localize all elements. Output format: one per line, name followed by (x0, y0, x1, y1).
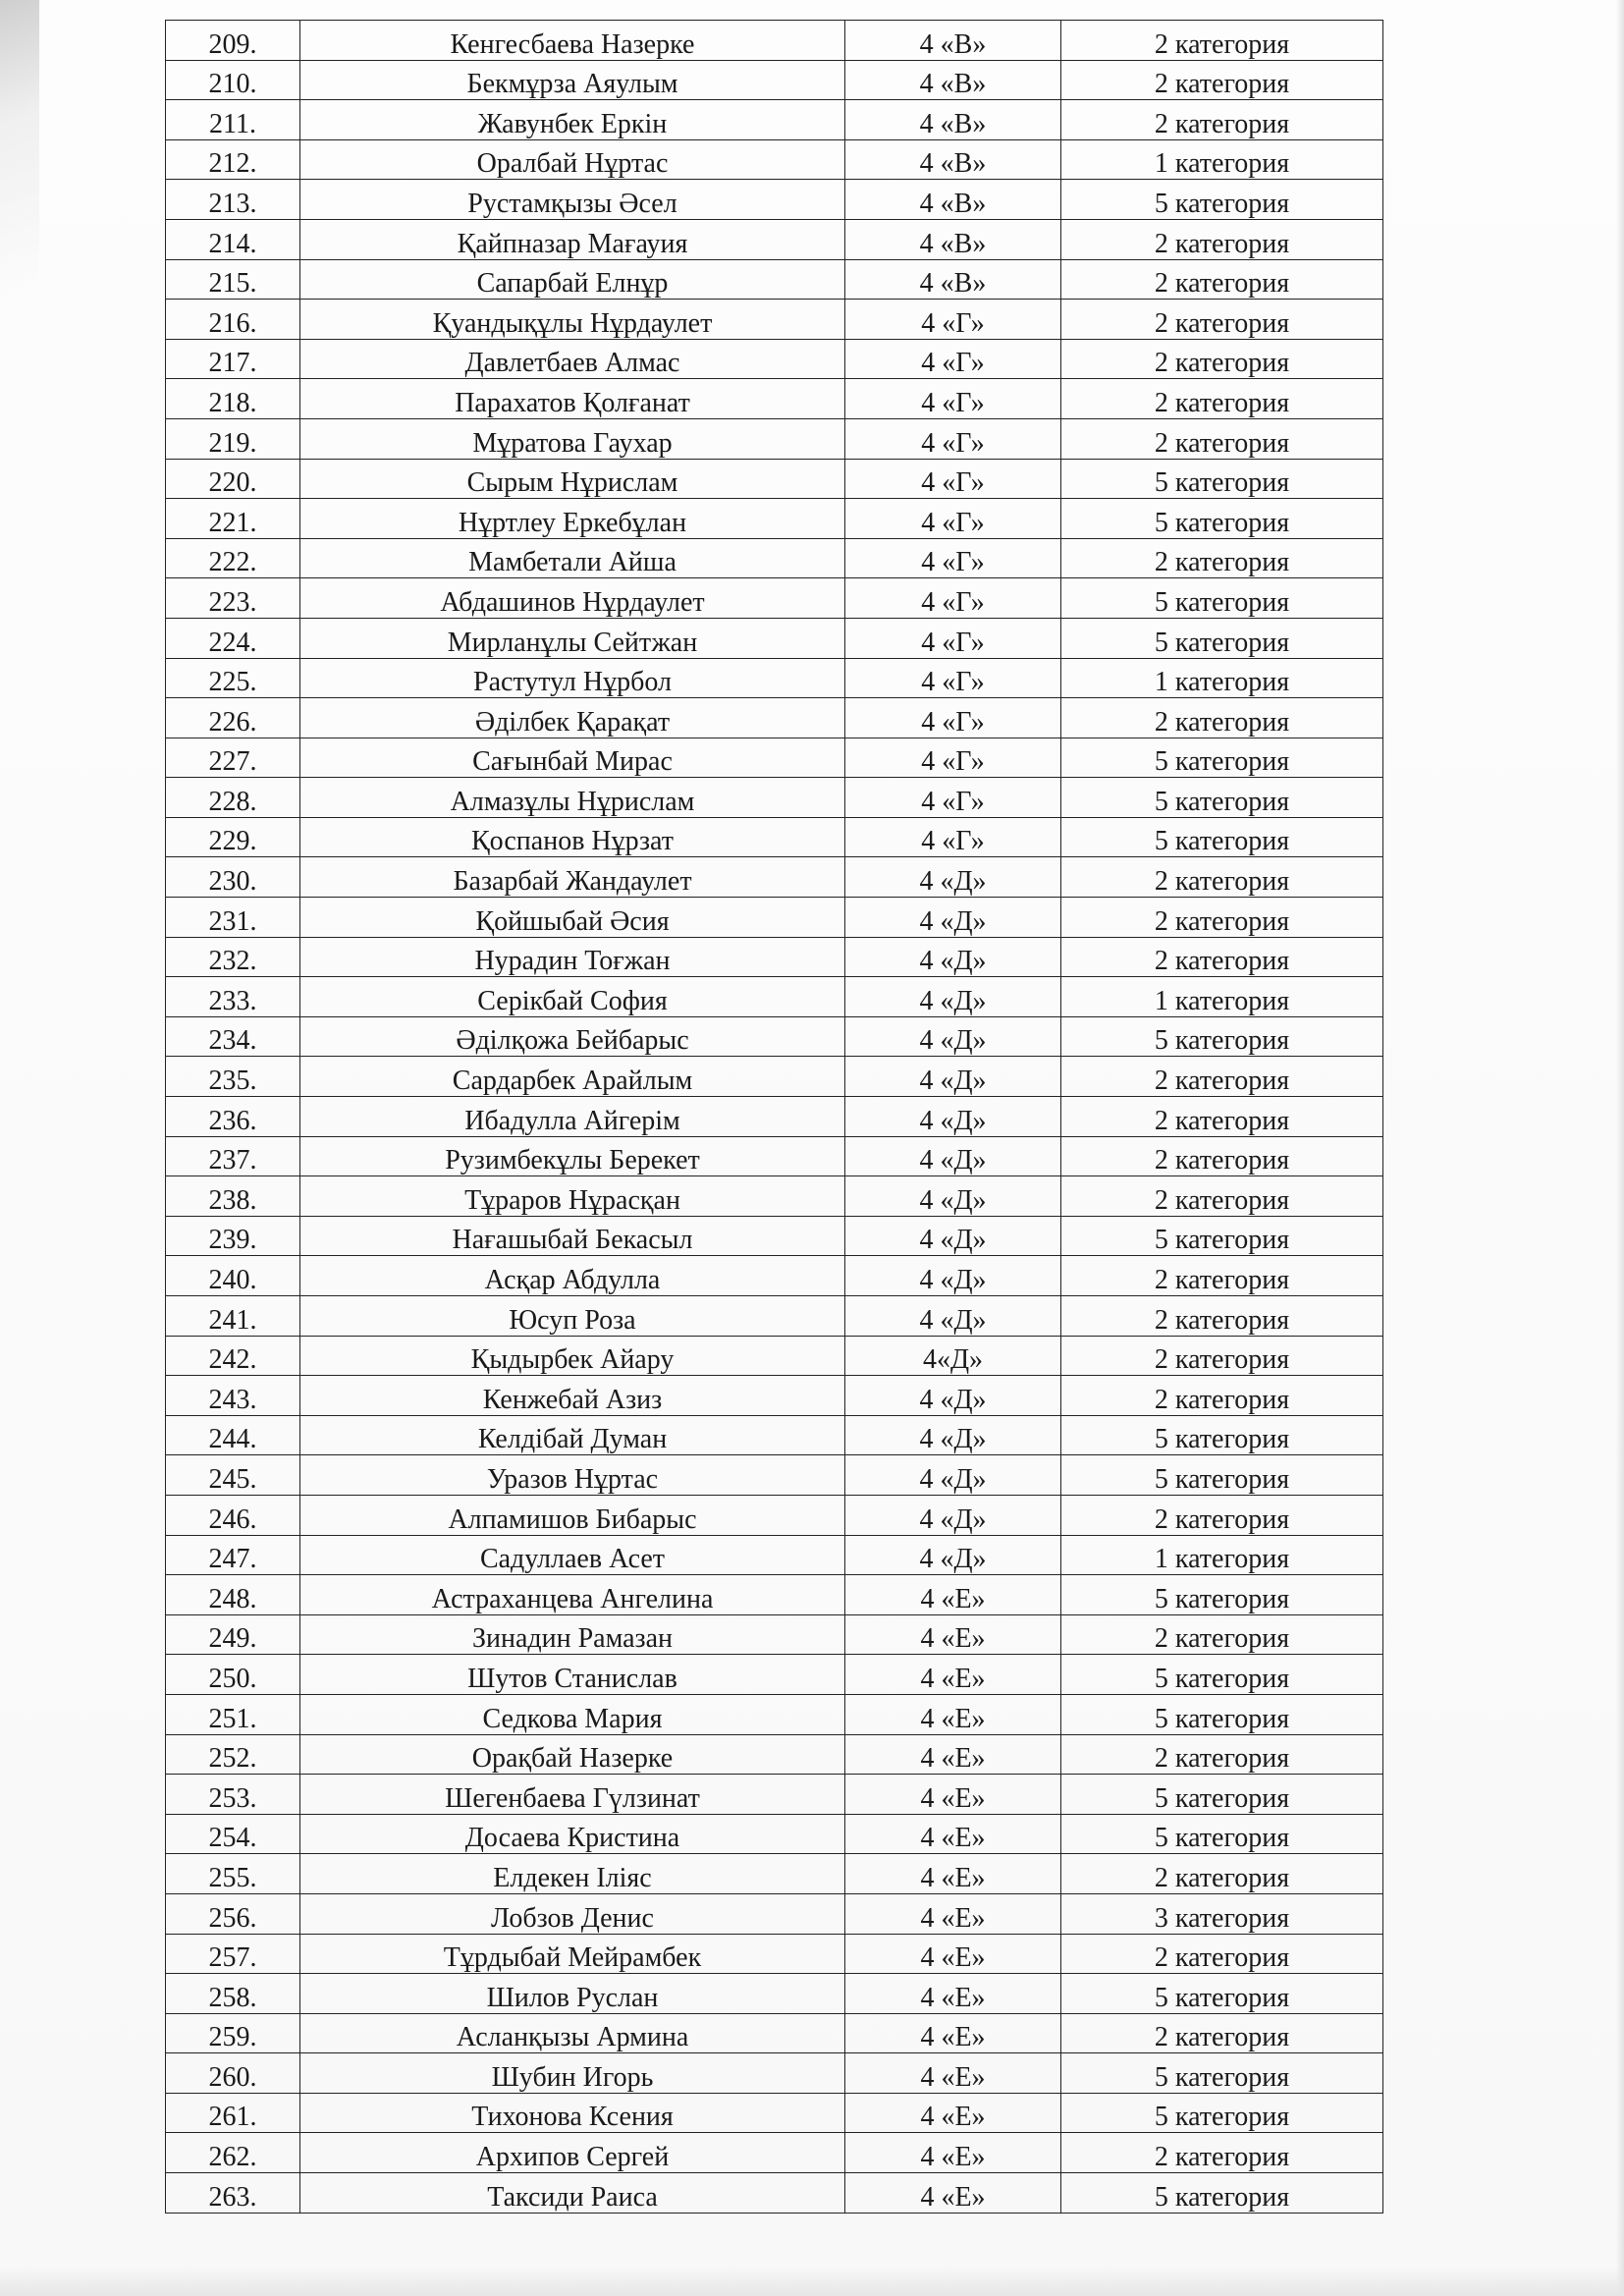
category: 5 категория (1061, 1575, 1383, 1615)
student-roster-table (165, 20, 1383, 2214)
class-grade: 4 «Г» (845, 658, 1061, 698)
table-row (166, 778, 1383, 818)
class-grade: 4 «Д» (845, 1256, 1061, 1296)
student-name: Қуандықұлы Нұрдаулет (300, 300, 845, 340)
student-name: Садуллаев Асет (300, 1535, 845, 1575)
table-row (166, 1655, 1383, 1695)
class-grade: 4 «Г» (845, 817, 1061, 857)
student-name: Қоспанов Нұрзат (300, 817, 845, 857)
class-grade: 4 «Г» (845, 418, 1061, 459)
class-grade: 4 «В» (845, 180, 1061, 220)
table-row (166, 1336, 1383, 1376)
category: 2 категория (1061, 2133, 1383, 2173)
class-grade: 4 «В» (845, 60, 1061, 100)
row-number: 240. (166, 1256, 300, 1296)
class-grade: 4 «Е» (845, 2013, 1061, 2053)
row-number: 233. (166, 977, 300, 1017)
class-grade: 4 «Г» (845, 778, 1061, 818)
category: 2 категория (1061, 1136, 1383, 1176)
class-grade: 4 «Д» (845, 1535, 1061, 1575)
student-name: Шегенбаева Гүлзинат (300, 1775, 845, 1815)
category: 2 категория (1061, 1057, 1383, 1097)
student-name: Қайпназар Мағауия (300, 219, 845, 259)
table-row (166, 1535, 1383, 1575)
table-row (166, 139, 1383, 180)
student-name: Оралбай Нұртас (300, 139, 845, 180)
student-name: Сардарбек Арайлым (300, 1057, 845, 1097)
student-name: Нағашыбай Бекасыл (300, 1216, 845, 1256)
class-grade: 4 «Г» (845, 578, 1061, 619)
class-grade: 4 «Д» (845, 1495, 1061, 1535)
student-name: Мұратова Гаухар (300, 418, 845, 459)
row-number: 247. (166, 1535, 300, 1575)
table-row (166, 658, 1383, 698)
row-number: 249. (166, 1614, 300, 1655)
class-grade: 4 «Д» (845, 898, 1061, 938)
category: 2 категория (1061, 1934, 1383, 1974)
category: 5 категория (1061, 499, 1383, 539)
row-number: 228. (166, 778, 300, 818)
class-grade: 4 «Е» (845, 1575, 1061, 1615)
table-row (166, 1097, 1383, 1137)
class-grade: 4 «Д» (845, 1415, 1061, 1455)
category: 2 категория (1061, 898, 1383, 938)
table-row (166, 817, 1383, 857)
table-row (166, 1893, 1383, 1934)
roster-body (166, 21, 1383, 2214)
row-number: 221. (166, 499, 300, 539)
table-row (166, 1575, 1383, 1615)
table-row (166, 1974, 1383, 2014)
table-row (166, 219, 1383, 259)
category: 2 категория (1061, 1614, 1383, 1655)
table-row (166, 578, 1383, 619)
table-row (166, 379, 1383, 419)
row-number: 256. (166, 1893, 300, 1934)
row-number: 257. (166, 1934, 300, 1974)
class-grade: 4 «Д» (845, 1016, 1061, 1057)
student-name: Тұраров Нұрасқан (300, 1176, 845, 1217)
table-row (166, 60, 1383, 100)
student-name: Давлетбаев Алмас (300, 339, 845, 379)
student-name: Әділбек Қарақат (300, 698, 845, 738)
row-number: 241. (166, 1296, 300, 1337)
class-grade: 4 «Д» (845, 1176, 1061, 1217)
class-grade: 4 «Г» (845, 300, 1061, 340)
table-row (166, 2133, 1383, 2173)
class-grade: 4 «Е» (845, 2133, 1061, 2173)
category: 2 категория (1061, 1296, 1383, 1337)
student-name: Досаева Кристина (300, 1814, 845, 1854)
row-number: 230. (166, 857, 300, 898)
table-row (166, 499, 1383, 539)
row-number: 214. (166, 219, 300, 259)
class-grade: 4 «В» (845, 21, 1061, 61)
scan-edge-shadow-right (1616, 0, 1624, 2296)
student-name: Ибадулла Айгерім (300, 1097, 845, 1137)
table-row (166, 180, 1383, 220)
row-number: 215. (166, 259, 300, 300)
category: 2 категория (1061, 219, 1383, 259)
class-grade: 4 «Г» (845, 499, 1061, 539)
student-name: Серікбай София (300, 977, 845, 1017)
category: 2 категория (1061, 538, 1383, 578)
row-number: 236. (166, 1097, 300, 1137)
class-grade: 4 «Е» (845, 2173, 1061, 2214)
class-grade: 4 «Е» (845, 2053, 1061, 2094)
row-number: 254. (166, 1814, 300, 1854)
category: 2 категория (1061, 2013, 1383, 2053)
student-name: Зинадин Рамазан (300, 1614, 845, 1655)
table-row (166, 1495, 1383, 1535)
row-number: 213. (166, 180, 300, 220)
class-grade: 4 «Д» (845, 1097, 1061, 1137)
category: 2 категория (1061, 379, 1383, 419)
table-row (166, 1694, 1383, 1734)
category: 5 категория (1061, 2173, 1383, 2214)
row-number: 234. (166, 1016, 300, 1057)
table-row (166, 418, 1383, 459)
student-name: Нурадин Тоғжан (300, 937, 845, 977)
table-row (166, 1136, 1383, 1176)
row-number: 248. (166, 1575, 300, 1615)
category: 5 категория (1061, 1216, 1383, 1256)
student-name: Елдекен Іліяс (300, 1854, 845, 1894)
category: 5 категория (1061, 1694, 1383, 1734)
row-number: 219. (166, 418, 300, 459)
category: 5 категория (1061, 817, 1383, 857)
table-row (166, 857, 1383, 898)
row-number: 261. (166, 2093, 300, 2133)
category: 2 категория (1061, 857, 1383, 898)
student-name: Тұрдыбай Мейрамбек (300, 1934, 845, 1974)
table-row (166, 100, 1383, 140)
category: 1 категория (1061, 977, 1383, 1017)
table-row (166, 1256, 1383, 1296)
class-grade: 4 «Д» (845, 1057, 1061, 1097)
class-grade: 4 «Д» (845, 1455, 1061, 1496)
row-number: 260. (166, 2053, 300, 2094)
student-name: Юсуп Роза (300, 1296, 845, 1337)
table-row (166, 618, 1383, 658)
student-name: Алмазұлы Нұрислам (300, 778, 845, 818)
row-number: 229. (166, 817, 300, 857)
student-name: Асланқызы Армина (300, 2013, 845, 2053)
row-number: 231. (166, 898, 300, 938)
student-name: Қойшыбай Әсия (300, 898, 845, 938)
class-grade: 4 «Д» (845, 1216, 1061, 1256)
category: 5 категория (1061, 1455, 1383, 1496)
student-name: Астраханцева Ангелина (300, 1575, 845, 1615)
row-number: 222. (166, 538, 300, 578)
table-row (166, 538, 1383, 578)
student-name: Лобзов Денис (300, 1893, 845, 1934)
category: 5 категория (1061, 2093, 1383, 2133)
category: 2 категория (1061, 60, 1383, 100)
row-number: 258. (166, 1974, 300, 2014)
category: 1 категория (1061, 1535, 1383, 1575)
row-number: 251. (166, 1694, 300, 1734)
category: 1 категория (1061, 658, 1383, 698)
category: 5 категория (1061, 1016, 1383, 1057)
category: 5 категория (1061, 2053, 1383, 2094)
student-name: Шубин Игорь (300, 2053, 845, 2094)
table-row (166, 1934, 1383, 1974)
category: 5 категория (1061, 738, 1383, 778)
class-grade: 4 «Г» (845, 698, 1061, 738)
category: 2 категория (1061, 698, 1383, 738)
table-row (166, 977, 1383, 1017)
row-number: 210. (166, 60, 300, 100)
student-name: Сапарбай Елнұр (300, 259, 845, 300)
student-name: Жавунбек Еркін (300, 100, 845, 140)
class-grade: 4 «Г» (845, 618, 1061, 658)
category: 2 категория (1061, 1176, 1383, 1217)
class-grade: 4 «Е» (845, 1694, 1061, 1734)
row-number: 224. (166, 618, 300, 658)
category: 1 категория (1061, 139, 1383, 180)
row-number: 220. (166, 459, 300, 499)
student-name: Асқар Абдулла (300, 1256, 845, 1296)
row-number: 217. (166, 339, 300, 379)
class-grade: 4 «Д» (845, 1376, 1061, 1416)
class-grade: 4 «Д» (845, 1296, 1061, 1337)
row-number: 237. (166, 1136, 300, 1176)
class-grade: 4 «Г» (845, 538, 1061, 578)
table-row (166, 1216, 1383, 1256)
student-name: Тихонова Ксения (300, 2093, 845, 2133)
class-grade: 4 «Г» (845, 379, 1061, 419)
row-number: 238. (166, 1176, 300, 1217)
row-number: 242. (166, 1336, 300, 1376)
class-grade: 4 «Г» (845, 459, 1061, 499)
category: 5 категория (1061, 618, 1383, 658)
category: 5 категория (1061, 1415, 1383, 1455)
student-name: Рузимбекұлы Берекет (300, 1136, 845, 1176)
class-grade: 4 «В» (845, 259, 1061, 300)
table-row (166, 898, 1383, 938)
table-row (166, 339, 1383, 379)
row-number: 216. (166, 300, 300, 340)
student-name: Кенжебай Азиз (300, 1376, 845, 1416)
student-name: Шутов Станислав (300, 1655, 845, 1695)
category: 5 категория (1061, 180, 1383, 220)
class-grade: 4 «Е» (845, 1934, 1061, 1974)
table-row (166, 2013, 1383, 2053)
row-number: 246. (166, 1495, 300, 1535)
table-row (166, 1057, 1383, 1097)
class-grade: 4 «Д» (845, 1136, 1061, 1176)
category: 2 категория (1061, 1097, 1383, 1137)
category: 3 категория (1061, 1893, 1383, 1934)
student-name: Седкова Мария (300, 1694, 845, 1734)
row-number: 226. (166, 698, 300, 738)
student-name: Таксиди Раиса (300, 2173, 845, 2214)
category: 5 категория (1061, 1775, 1383, 1815)
row-number: 255. (166, 1854, 300, 1894)
table-row (166, 300, 1383, 340)
row-number: 259. (166, 2013, 300, 2053)
table-row (166, 1296, 1383, 1337)
student-name: Рустамқызы Әсел (300, 180, 845, 220)
scan-edge-shadow-left (0, 0, 39, 295)
table-row (166, 1814, 1383, 1854)
class-grade: 4 «В» (845, 100, 1061, 140)
row-number: 250. (166, 1655, 300, 1695)
row-number: 239. (166, 1216, 300, 1256)
category: 5 категория (1061, 1974, 1383, 2014)
row-number: 218. (166, 379, 300, 419)
student-name: Парахатов Қолғанат (300, 379, 845, 419)
row-number: 225. (166, 658, 300, 698)
class-grade: 4 «Е» (845, 1614, 1061, 1655)
student-name: Қыдырбек Айару (300, 1336, 845, 1376)
table-row (166, 1734, 1383, 1775)
table-row (166, 1775, 1383, 1815)
class-grade: 4 «Д» (845, 857, 1061, 898)
student-name: Бекмұрза Аяулым (300, 60, 845, 100)
category: 2 категория (1061, 300, 1383, 340)
class-grade: 4 «Е» (845, 1814, 1061, 1854)
table-row (166, 259, 1383, 300)
class-grade: 4 «Д» (845, 937, 1061, 977)
class-grade: 4 «Г» (845, 738, 1061, 778)
class-grade: 4 «Е» (845, 1655, 1061, 1695)
student-name: Мирланұлы Сейтжан (300, 618, 845, 658)
scan-edge-shadow-bottom (0, 2267, 1624, 2296)
class-grade: 4 «Е» (845, 1775, 1061, 1815)
category: 2 категория (1061, 1495, 1383, 1535)
category: 2 категория (1061, 418, 1383, 459)
category: 5 категория (1061, 778, 1383, 818)
table-row (166, 1614, 1383, 1655)
student-name: Базарбай Жандаулет (300, 857, 845, 898)
row-number: 243. (166, 1376, 300, 1416)
class-grade: 4«Д» (845, 1336, 1061, 1376)
category: 5 категория (1061, 459, 1383, 499)
class-grade: 4 «Д» (845, 977, 1061, 1017)
class-grade: 4 «В» (845, 219, 1061, 259)
table-row (166, 1415, 1383, 1455)
table-row (166, 21, 1383, 61)
table-row (166, 1176, 1383, 1217)
class-grade: 4 «Е» (845, 1734, 1061, 1775)
table-row (166, 1016, 1383, 1057)
student-name: Кенгесбаева Назерке (300, 21, 845, 61)
category: 2 категория (1061, 1854, 1383, 1894)
category: 5 категория (1061, 1655, 1383, 1695)
category: 2 категория (1061, 259, 1383, 300)
class-grade: 4 «Е» (845, 1974, 1061, 2014)
student-name: Шилов Руслан (300, 1974, 845, 2014)
class-grade: 4 «В» (845, 139, 1061, 180)
row-number: 209. (166, 21, 300, 61)
category: 2 категория (1061, 1256, 1383, 1296)
table-row (166, 1854, 1383, 1894)
row-number: 252. (166, 1734, 300, 1775)
student-name: Мамбетали Айша (300, 538, 845, 578)
category: 5 категория (1061, 1814, 1383, 1854)
table-row (166, 937, 1383, 977)
row-number: 244. (166, 1415, 300, 1455)
student-name: Сағынбай Мирас (300, 738, 845, 778)
table-row (166, 2173, 1383, 2214)
student-name: Әділқожа Бейбарыс (300, 1016, 845, 1057)
student-name: Келдібай Думан (300, 1415, 845, 1455)
table-row (166, 1376, 1383, 1416)
student-name: Уразов Нұртас (300, 1455, 845, 1496)
category: 2 категория (1061, 339, 1383, 379)
row-number: 235. (166, 1057, 300, 1097)
category: 2 категория (1061, 21, 1383, 61)
table-row (166, 2053, 1383, 2094)
class-grade: 4 «Е» (845, 2093, 1061, 2133)
table-row (166, 459, 1383, 499)
table-row (166, 2093, 1383, 2133)
row-number: 262. (166, 2133, 300, 2173)
row-number: 263. (166, 2173, 300, 2214)
category: 2 категория (1061, 937, 1383, 977)
student-name: Абдашинов Нұрдаулет (300, 578, 845, 619)
row-number: 253. (166, 1775, 300, 1815)
category: 5 категория (1061, 578, 1383, 619)
class-grade: 4 «Г» (845, 339, 1061, 379)
category: 2 категория (1061, 100, 1383, 140)
student-name: Сырым Нұрислам (300, 459, 845, 499)
table-row (166, 698, 1383, 738)
row-number: 245. (166, 1455, 300, 1496)
table-row (166, 1455, 1383, 1496)
category: 2 категория (1061, 1336, 1383, 1376)
class-grade: 4 «Е» (845, 1854, 1061, 1894)
row-number: 211. (166, 100, 300, 140)
table-row (166, 738, 1383, 778)
category: 2 категория (1061, 1734, 1383, 1775)
class-grade: 4 «Е» (845, 1893, 1061, 1934)
student-name: Орақбай Назерке (300, 1734, 845, 1775)
student-name: Архипов Сергей (300, 2133, 845, 2173)
row-number: 223. (166, 578, 300, 619)
student-name: Алпамишов Бибарыс (300, 1495, 845, 1535)
student-name: Нұртлеу Еркебұлан (300, 499, 845, 539)
row-number: 227. (166, 738, 300, 778)
row-number: 232. (166, 937, 300, 977)
row-number: 212. (166, 139, 300, 180)
category: 2 категория (1061, 1376, 1383, 1416)
student-name: Растутул Нұрбол (300, 658, 845, 698)
